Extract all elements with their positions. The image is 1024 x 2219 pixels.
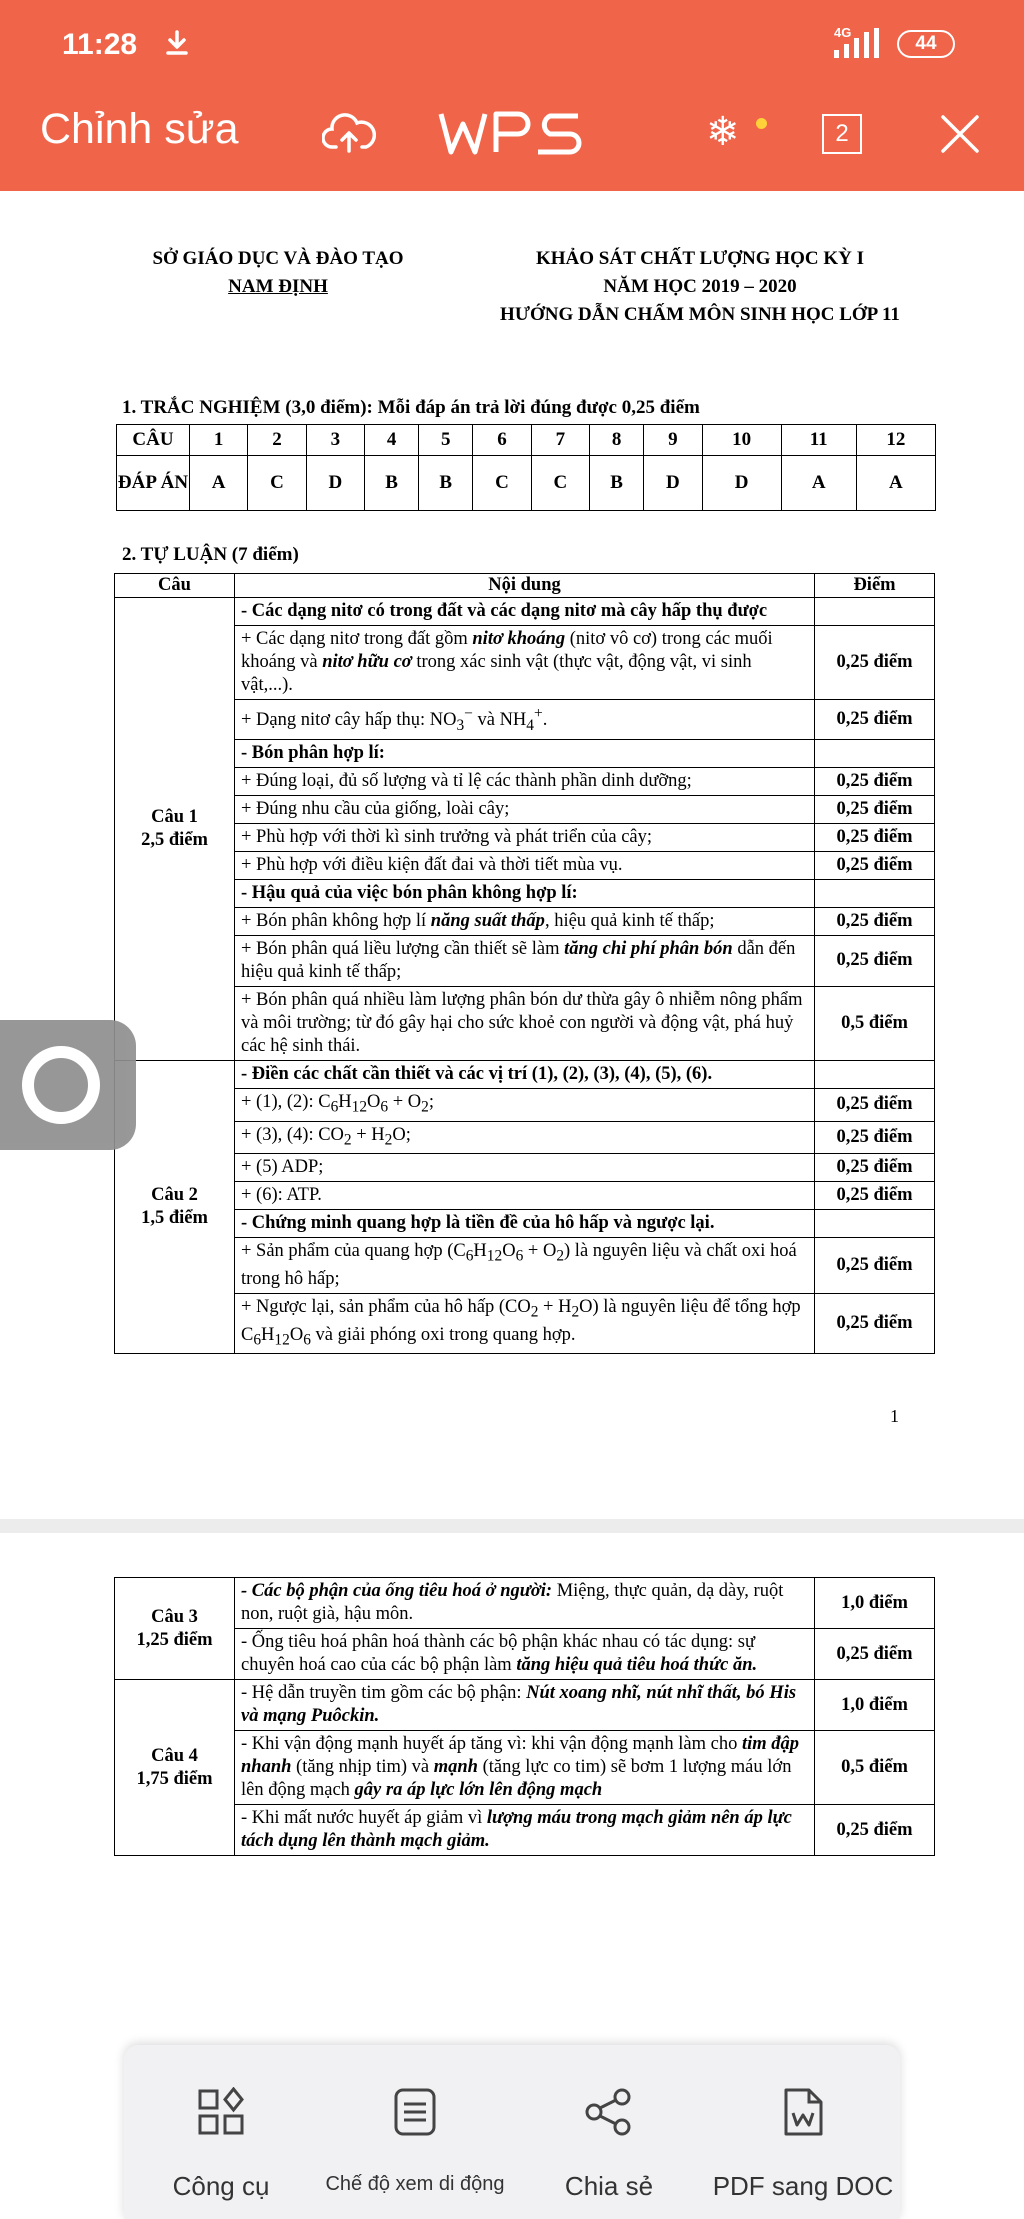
row-content: + Dạng nitơ cây hấp thụ: $NO_3^-$ và $NH_4^+$.: [235, 700, 815, 740]
mc-a: B: [364, 456, 418, 511]
mc-q: 7: [531, 425, 589, 456]
wps-logo: [438, 110, 586, 161]
share-label: Chia sẻ: [564, 2171, 654, 2201]
province-name: NAM ĐỊNH: [228, 276, 328, 297]
mc-a: D: [306, 456, 364, 511]
mc-q: 8: [590, 425, 644, 456]
col-header-point: Điểm: [815, 574, 935, 598]
row-content: + Ngược lại, sản phẩm của hô hấp $(CO_2 + H_2O)$ là nguyên liệu để tổng hợp $C_6H_{12}O_6$ và giải phóng oxi trong quang hợp.: [235, 1293, 815, 1353]
mc-q: 6: [473, 425, 531, 456]
section-1-title: 1. TRẮC NGHIỆM (3,0 điểm): Mỗi đáp án trả lời đúng được 0,25 điểm: [122, 397, 700, 418]
pdf-to-doc-icon: [778, 2087, 828, 2137]
snowflake-icon[interactable]: ❄: [706, 110, 740, 154]
row-content: + (3), (4): $CO_2 + H_2O$;: [235, 1121, 815, 1154]
status-time: 11:28: [62, 28, 138, 61]
row-content: + Bón phân không hợp lí năng suất thấp, hiệu quả kinh tế thấp;: [235, 907, 815, 935]
mc-label-question: CÂU: [117, 425, 190, 456]
cloud-upload-icon[interactable]: [322, 111, 376, 160]
point-cell: 0,25 điểm: [815, 1121, 935, 1154]
point-cell: [815, 598, 935, 626]
question-3-score: 1,25 điểm: [136, 1629, 213, 1650]
row-heading: - Các dạng nitơ có trong đất và các dạng nitơ mà cây hấp thụ được: [235, 598, 815, 626]
page-number: 1: [890, 1406, 899, 1426]
mc-a: A: [781, 456, 856, 511]
point-cell: 0,25 điểm: [815, 1629, 935, 1680]
download-icon: [165, 30, 189, 61]
question-4-score: 1,75 điểm: [136, 1768, 213, 1789]
row-content: + Phù hợp với thời kì sinh trưởng và phát triển của cây;: [235, 823, 815, 851]
header-left: [118, 245, 438, 301]
mc-a: C: [531, 456, 589, 511]
row-content: - Hệ dẫn truyền tim gồm các bộ phận: Nút xoang nhĩ, nút nhĩ thất, bó His và mạng Puôckin.: [235, 1680, 815, 1731]
point-cell: 0,5 điểm: [815, 1731, 935, 1805]
mc-q: 12: [856, 425, 935, 456]
row-content: + Các dạng nitơ trong đất gồm nitơ khoáng (nitơ vô cơ) trong các muối khoáng và nitơ hữu cơ trong xác sinh vật (thực vật, động vật, vi sinh vật,...).: [235, 626, 815, 700]
question-3-label: Câu 3: [151, 1606, 198, 1627]
point-cell: 0,25 điểm: [815, 1182, 935, 1210]
mc-a: C: [248, 456, 306, 511]
col-header-content: Nội dung: [235, 574, 815, 598]
question-4-cell: [115, 1680, 235, 1856]
tools-button[interactable]: [124, 2045, 318, 2219]
mc-q: 10: [702, 425, 781, 456]
mc-a: D: [702, 456, 781, 511]
point-cell: [815, 1210, 935, 1238]
mc-a: D: [644, 456, 702, 511]
point-cell: 0,25 điểm: [815, 767, 935, 795]
mc-q: 1: [190, 425, 248, 456]
row-content: - Khi mất nước huyết áp giảm vì lượng máu trong mạch giảm nên áp lực tách dụng lên thành mạch giảm.: [235, 1805, 815, 1856]
mc-q: 11: [781, 425, 856, 456]
row-content: + Bón phân quá nhiều làm lượng phân bón dư thừa gây ô nhiễm nông phẩm và môi trường; từ đó gây hại cho sức khoẻ con người và động vật, phá huỷ các hệ sinh thái.: [235, 986, 815, 1060]
row-heading: - Điền các chất cần thiết và các vị trí (1), (2), (3), (4), (5), (6).: [235, 1060, 815, 1088]
notification-dot: [756, 118, 767, 129]
row-content: + Sản phẩm của quang hợp $(C_6H_{12}O_6 + O_2)$ là nguyên liệu và chất oxi hoá trong hô hấp;: [235, 1238, 815, 1294]
scroll-handle-icon: [22, 1046, 100, 1124]
row-heading: - Bón phân hợp lí:: [235, 739, 815, 767]
row-content: + Đúng loại, đủ số lượng và tỉ lệ các thành phần dinh dưỡng;: [235, 767, 815, 795]
section-2-title: 2. TỰ LUẬN (7 điểm): [122, 544, 299, 565]
mc-q: 2: [248, 425, 306, 456]
school-year: NĂM HỌC 2019 – 2020: [603, 276, 797, 297]
essay-table-1: [114, 573, 935, 1354]
signal-icon: [832, 28, 886, 65]
col-header-cau: Câu: [115, 574, 235, 598]
point-cell: [815, 739, 935, 767]
mc-a: A: [190, 456, 248, 511]
point-cell: 1,0 điểm: [815, 1680, 935, 1731]
mc-q: 3: [306, 425, 364, 456]
point-cell: [815, 879, 935, 907]
pdf-to-doc-button[interactable]: [706, 2045, 900, 2219]
point-cell: 0,25 điểm: [815, 907, 935, 935]
mobile-view-label: Chế độ xem di động: [325, 2173, 505, 2195]
tools-icon: [196, 2087, 246, 2137]
pdf-to-doc-label: PDF sang DOC: [712, 2171, 894, 2201]
guide-title: HƯỚNG DẪN CHẤM MÔN SINH HỌC LỚP 11: [500, 304, 900, 325]
row-content: + Bón phân quá liều lượng cần thiết sẽ làm tăng chi phí phân bón dẫn đến hiệu quả kinh tế thấp;: [235, 935, 815, 986]
question-2-score: 1,5 điểm: [141, 1208, 208, 1229]
row-content: - Các bộ phận của ống tiêu hoá ở người: Miệng, thực quản, dạ dày, ruột non, ruột già, hậu môn.: [235, 1578, 815, 1629]
row-heading: - Hậu quả của việc bón phân không hợp lí:: [235, 879, 815, 907]
point-cell: 0,25 điểm: [815, 795, 935, 823]
mobile-view-icon: [390, 2087, 440, 2137]
mc-label-answer: ĐÁP ÁN: [117, 456, 190, 511]
row-content: + Đúng nhu cầu của giống, loài cây;: [235, 795, 815, 823]
row-content: + Phù hợp với điều kiện đất đai và thời tiết mùa vụ.: [235, 851, 815, 879]
battery-indicator: 44: [897, 30, 955, 58]
exam-title: KHẢO SÁT CHẤT LƯỢNG HỌC KỲ I: [536, 248, 864, 269]
question-1-score: 2,5 điểm: [141, 829, 208, 850]
point-cell: 0,25 điểm: [815, 1238, 935, 1294]
share-icon: [584, 2087, 634, 2137]
mc-a: B: [419, 456, 473, 511]
row-content: + (6): ATP.: [235, 1182, 815, 1210]
mc-a: B: [590, 456, 644, 511]
row-content: - Khi vận động mạnh huyết áp tăng vì: khi vận động mạnh làm cho tim đập nhanh (tăng nhịp tim) và mạnh (tăng lực co tim) sẽ bơm 1 lượng máu lớn lên động mạch gây ra áp lực lớn lên động mạch: [235, 1731, 815, 1805]
mobile-view-button[interactable]: [318, 2045, 512, 2219]
mc-q: 4: [364, 425, 418, 456]
row-content: + (1), (2): $C_6H_{12}O_6 + O_2$;: [235, 1088, 815, 1121]
point-cell: 0,5 điểm: [815, 986, 935, 1060]
top-app-bar: [0, 0, 1024, 191]
question-2-label: Câu 2: [151, 1185, 198, 1206]
document-page-1: [0, 191, 1024, 1519]
point-cell: 0,25 điểm: [815, 626, 935, 700]
question-3-cell: [115, 1578, 235, 1680]
multiple-choice-table: [116, 424, 936, 511]
question-4-label: Câu 4: [151, 1745, 198, 1766]
mc-a: C: [473, 456, 531, 511]
point-cell: 0,25 điểm: [815, 1293, 935, 1353]
row-content: + (5) ADP;: [235, 1154, 815, 1182]
mc-a: A: [856, 456, 935, 511]
page-count-button[interactable]: 2: [822, 114, 862, 154]
point-cell: 0,25 điểm: [815, 851, 935, 879]
header-right: [450, 245, 950, 329]
point-cell: [815, 1060, 935, 1088]
point-cell: 0,25 điểm: [815, 1805, 935, 1856]
point-cell: 0,25 điểm: [815, 1088, 935, 1121]
department-name: SỞ GIÁO DỤC VÀ ĐÀO TẠO: [152, 248, 404, 269]
question-1-label: Câu 1: [151, 806, 198, 827]
point-cell: 1,0 điểm: [815, 1578, 935, 1629]
essay-table-2: [114, 1577, 935, 1856]
mc-q: 5: [419, 425, 473, 456]
scroll-handle[interactable]: [0, 1020, 136, 1150]
point-cell: 0,25 điểm: [815, 1154, 935, 1182]
edit-button[interactable]: Chỉnh sửa: [40, 105, 239, 153]
row-heading: - Chứng minh quang hợp là tiền đề của hô hấp và ngược lại.: [235, 1210, 815, 1238]
point-cell: 0,25 điểm: [815, 823, 935, 851]
question-1-cell: [115, 598, 235, 1061]
tools-label: Công cụ: [172, 2171, 270, 2201]
point-cell: 0,25 điểm: [815, 700, 935, 740]
mc-q: 9: [644, 425, 702, 456]
point-cell: 0,25 điểm: [815, 935, 935, 986]
share-button[interactable]: [512, 2045, 706, 2219]
close-icon[interactable]: [940, 114, 980, 159]
row-content: - Ống tiêu hoá phân hoá thành các bộ phận khác nhau có tác dụng: sự chuyên hoá cao của các bộ phận làm tăng hiệu quả tiêu hoá thức ăn.: [235, 1629, 815, 1680]
bottom-toolbar: [124, 2045, 900, 2219]
network-label: 4G: [834, 25, 852, 40]
